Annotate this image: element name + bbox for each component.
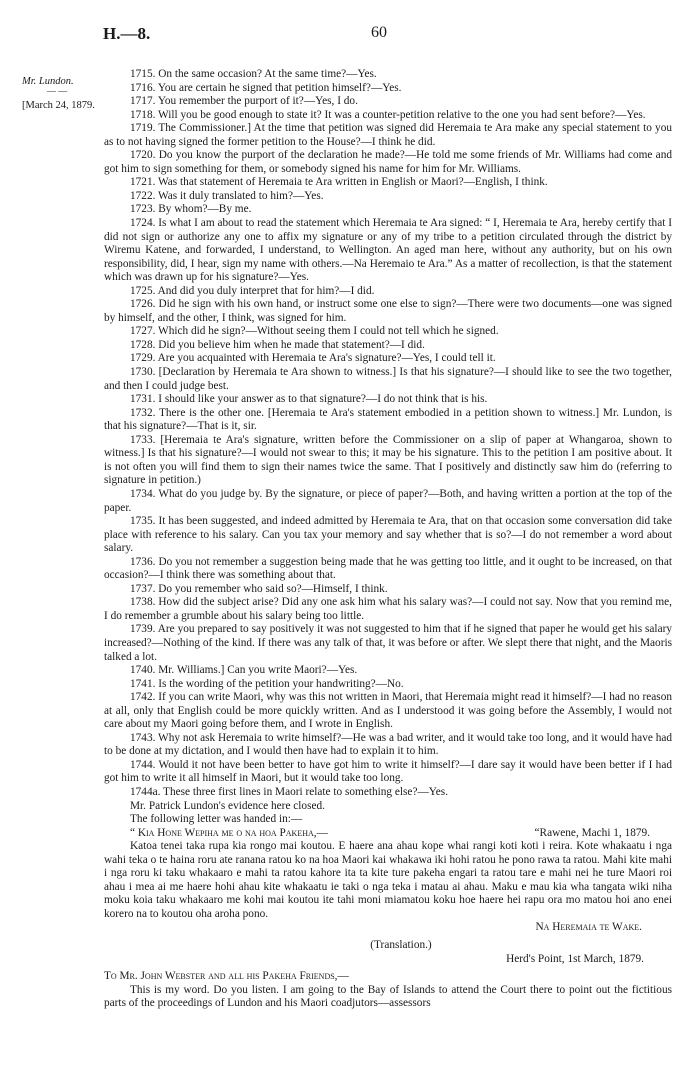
evidence-paragraph: 1735. It has been suggested, and indeed admitted by Heremaia te Ara, that on that occasion some conversation did take place with reference to his salary. Can you tax your memory and say whether that is so?—I do not remember a word about salary.: [104, 515, 672, 555]
evidence-paragraph: The following letter was handed in:—: [130, 813, 303, 826]
evidence-paragraph: 1726. Did he sign with his own hand, or instruct some one else to sign?—There were two documents—one was signed by himself, and the other, I think, was signed for him.: [104, 298, 672, 324]
evidence-paragraph: 1740. Mr. Williams.] Can you write Maori?—Yes.: [130, 664, 358, 677]
evidence-paragraph: 1732. There is the other one. [Heremaia te Ara's statement embodied in a petition shown to witness.] Mr. Lundon, is that his signature?—That is it, sir.: [104, 406, 672, 433]
evidence-paragraph: 1744a. These three first lines in Maori relate to something else?—Yes.: [130, 785, 449, 798]
evidence-paragraph: 1742. If you can write Maori, why was this not written in Maori, that Heremaia might read it himself?—I had no reason at all, only that English could be more quickly written. And as I understood it was going before the Assembly, I would not care about my Maori going before them, and I wrote in English.: [104, 691, 672, 731]
evidence-paragraph: 1722. Was it duly translated to him?—Yes.: [130, 189, 324, 202]
evidence-paragraph: 1741. Is the wording of the petition your handwriting?—No.: [130, 677, 404, 690]
evidence-paragraph: 1743. Why not ask Heremaia to write himself?—He was a bad writer, and it would take too long, and it would have had to be done at my dictation, and I would then have had to explain it to him.: [104, 731, 672, 758]
evidence-paragraph: 1725. And did you duly interpret that for him?—I did.: [130, 284, 375, 297]
evidence-paragraph: 1717. You remember the purport of it?—Yes, I do.: [130, 95, 358, 108]
letter-body-maori: Katoa tenei taka rupa kia rongo mai koutou. E haere ana ahau kope whai rangi koti koti i reira. Kote whakaatu i nga wahi teka o te haina roru ate ranana ratou ko na hoa Maori kai whakawa iki hohi ratou he pono rawa ta ratou. Mahi kite mahi i nga roru ki taku whakaaro e mahi ta ratou kahore ita ta kite ture pakeha engari ta ratou tare e mahi nei he ture Maori roi ahau i mea ai me haere hohi ahau kite whakaatu ie taki o nga teka i matau ai ahau. Maku e mau kia wha tangata wiki niha moku koia taku whakaaro me kohi mai koutou ite tahi moni miamatou koku hoe haere hei rapu ora mo matou hoi ano enei korero na to koutou oha aroha pono.: [104, 840, 672, 920]
evidence-paragraph: 1739. Are you prepared to say positively it was not suggested to him that if he signed that paper he would get his salary increased?—Nothing of the kind. If there was any talk of that, it was before or after. We slept there that night, and the Maoris talked a lot.: [104, 623, 672, 663]
page-number: 60: [371, 24, 387, 41]
evidence-paragraph: 1738. How did the subject arise? Did any one ask him what his salary was?—I could not say. Now that you remind me, I do remember a grumble about his salary being too little.: [104, 596, 672, 622]
evidence-paragraph: 1715. On the same occasion? At the same time?—Yes.: [130, 68, 377, 80]
margin-dash: — —: [47, 86, 68, 96]
margin-date: [March 24, 1879.: [22, 100, 95, 111]
evidence-paragraph: 1716. You are certain he signed that petition himself?—Yes.: [130, 81, 402, 94]
document-body: [104, 68, 672, 1011]
evidence-paragraph: 1723. By whom?—By me.: [130, 203, 252, 216]
letter-heading-row: [104, 827, 672, 841]
evidence-paragraph: 1731. I should like your answer as to that signature?—I do not think that is his.: [130, 393, 488, 406]
translation-body: This is my word. Do you listen. I am going to the Bay of Islands to attend the Court there to point out the fictitious parts of the proceedings of Lundon and his Maori coadjutors—assessors: [104, 983, 672, 1010]
margin-witness-name: Mr. Lundon.: [22, 76, 74, 87]
evidence-paragraph: 1720. Do you know the purport of the declaration he made?—He told me some friends of Mr. Williams had come and got him to sign something for them, or somebody signed his name for him for Mr. Williams.: [104, 149, 672, 175]
document-code: H.—8.: [103, 24, 151, 43]
evidence-paragraph: 1733. [Heremaia te Ara's signature, written before the Commissioner on a slip of paper at Whangaroa, shown to witness.] Is that his signature?—I would not swear to this; it may be his signature. This to the petition I am positive about. It is not often you will find them to sign their names twice the same. That I positively and distinctly saw him do (referring to signature in petition.): [104, 433, 672, 487]
evidence-paragraph: 1718. Will you be good enough to state it? It was a counter-petition relative to the one you had sent before?—Yes.: [130, 108, 646, 121]
evidence-paragraph: 1728. Did you believe him when he made that statement?—I did.: [130, 338, 425, 351]
evidence-paragraph: 1729. Are you acquainted with Heremaia te Ara's signature?—Yes, I could tell it.: [130, 352, 496, 365]
evidence-paragraph: 1730. [Declaration by Heremaia te Ara shown to witness.] Is that his signature?—I should like to see the two together, and then I could judge best.: [104, 366, 672, 392]
evidence-paragraph: 1736. Do you not remember a suggestion being made that he was getting too little, and it ought to be increased, on that occasion?—I think there was something about that.: [104, 555, 672, 582]
evidence-paragraph: 1737. Do you remember who said so?—Himself, I think.: [130, 582, 388, 595]
evidence-paragraph: 1744. Would it not have been better to have got him to write it himself?—I dare say it would have been better if I had got him to write it all himself in Maori, but it would take too long.: [104, 758, 672, 785]
evidence-paragraph: 1724. Is what I am about to read the statement which Heremaia te Ara signed: “ I, Heremaia te Ara, hereby certify that I did not sign or authorize any one to affix my signature or any of my tribe to a petition circulated through the district by Wiremu Katene, and forwarded, I understand, to Wellington. An aged man here, without any authority, but on his own responsibility, did, I hear, sign my name with others.—Na Heremaio te Ara.” As a matter of recollection, is that the statement which was drawn up for his signature?—Yes.: [104, 217, 672, 284]
letter-salutation: “ Kia Hone Wepiha me o na hoa Pakeha,—: [130, 826, 328, 839]
translation-label: (Translation.): [370, 939, 432, 951]
evidence-paragraph: 1719. The Commissioner.] At the time that petition was signed did Heremaia te Ara make any special statement to you as to not having signed the former petition to the House?—I think he did.: [104, 122, 672, 148]
evidence-paragraph: 1727. Which did he sign?—Without seeing them I could not tell which he signed.: [130, 325, 499, 338]
letter-signature: Na Heremaia te Wake.: [535, 921, 642, 934]
translation-place-date: Herd's Point, 1st March, 1879.: [506, 952, 644, 965]
translation-to-line: To Mr. John Webster and all his Pakeha Friends,—: [104, 970, 349, 983]
evidence-paragraph: Mr. Patrick Lundon's evidence here closed.: [130, 799, 325, 812]
evidence-paragraphs: [104, 68, 672, 827]
evidence-paragraph: 1721. Was that statement of Heremaia te Ara written in English or Maori?—English, I think.: [130, 176, 548, 189]
evidence-paragraph: 1734. What do you judge by. By the signature, or piece of paper?—Both, and having written a portion at the top of the paper.: [104, 487, 672, 514]
letter-place-date: “Rawene, Machi 1, 1879.: [534, 826, 650, 839]
